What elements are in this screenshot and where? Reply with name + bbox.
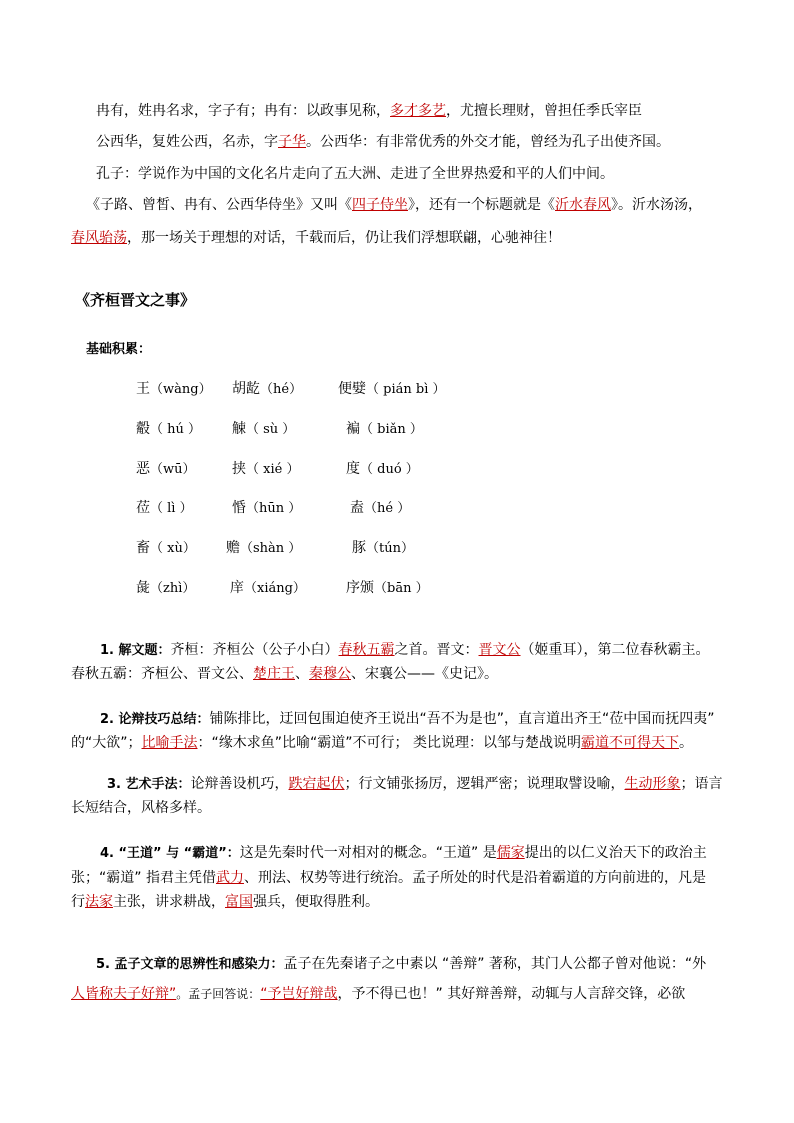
text: 。孟子回答说：	[176, 987, 261, 1001]
highlight: “予岂好辩哉	[260, 986, 338, 1002]
vocab-char: 盍	[350, 500, 364, 516]
text: ；行文铺张扬厉，逻辑严密；说理取譬设喻，	[344, 776, 625, 792]
highlight: 多才多艺	[390, 103, 446, 119]
text: 张；“霸道” 指君主凭借	[71, 870, 216, 886]
vocab-item	[232, 419, 295, 440]
text: 冉有，姓冉名求，字子有；冉有：以政事见称，	[96, 103, 390, 119]
vocab-char: 便嬖	[338, 381, 366, 397]
text: 公西华，复姓公西，名赤，字	[96, 134, 278, 150]
point-2-line-2	[71, 733, 693, 753]
vocab-item	[136, 578, 195, 599]
text: 、	[295, 666, 309, 682]
point-number: 1. 解文题：	[100, 643, 171, 658]
vocab-pinyin: （ biǎn ）	[360, 422, 423, 437]
text: 行	[71, 894, 85, 910]
highlight: 春风骀荡	[71, 230, 127, 246]
text: 《子路、曾皙、冉有、公西华侍坐》又叫《	[86, 197, 352, 213]
text: ，予不得已也！” 其好辩善辩，动辄与人言辞交锋，必欲	[337, 986, 686, 1002]
text: 之首。晋文：	[394, 642, 479, 658]
vocab-item	[232, 459, 299, 480]
vocab-item	[136, 459, 196, 480]
highlight: 生动形象	[624, 776, 681, 792]
text: 论辩善设机巧，	[190, 776, 289, 792]
text: 孔子：学说作为中国的文化名片走向了五大洲、走进了全世界热爱和平的人们中间。	[96, 166, 614, 182]
highlight: 春秋五霸	[338, 642, 395, 658]
text: 、刑法、权势等进行统治。孟子所处的时代是沿着霸道的方向前进的，凡是	[243, 870, 706, 886]
vocab-pinyin: （shàn ）	[240, 541, 302, 556]
text: 主张，讲求耕战，	[113, 894, 225, 910]
point-5-line-1	[96, 954, 706, 975]
vocab-pinyin: （ hú ）	[150, 422, 202, 437]
text: 》。沂水汤汤，	[611, 197, 702, 213]
text: ：“缘木求鱼”比喻“霸道”不可行； 类比说理：以邹与楚战说明	[197, 735, 581, 751]
intro-line-1	[96, 101, 642, 121]
highlight: 沂水春风	[555, 197, 611, 213]
basics-label: 基础积累：	[86, 342, 152, 357]
highlight: 霸道不可得天下	[580, 735, 679, 751]
vocab-char: 褊	[346, 421, 360, 437]
point-3-line-1	[107, 774, 723, 795]
section-title: 《齐桓晋文之事》	[75, 291, 196, 309]
vocab-item	[338, 379, 445, 400]
highlight: 子华	[278, 134, 306, 150]
vocab-char: 王	[136, 381, 150, 397]
vocab-char: 胡龁	[232, 381, 260, 397]
vocab-pinyin: （wū）	[150, 462, 196, 477]
point-number: 3. 艺术手法：	[107, 777, 191, 792]
vocab-item	[350, 498, 410, 519]
highlight: 晋文公	[478, 642, 521, 658]
point-3-line-2	[71, 798, 211, 818]
vocab-pinyin: （hé ）	[364, 501, 411, 516]
vocab-pinyin: （ xù）	[150, 541, 196, 556]
text: 、宋襄公——《史记》。	[351, 666, 498, 682]
vocab-item	[136, 498, 193, 519]
vocab-item	[346, 419, 423, 440]
text: 的“大欲”；	[71, 735, 142, 751]
highlight: 儒家	[496, 845, 525, 861]
point-2-line-1	[100, 709, 715, 730]
point-number: 2. 论辩技巧总结：	[100, 712, 210, 727]
text: 》，还有一个标题就是《	[408, 197, 555, 213]
vocab-char: 畜	[136, 540, 150, 556]
text: ；语言	[680, 776, 723, 792]
text: （姬重耳），第二位春秋霸主。	[520, 642, 710, 658]
highlight: 秦穆公	[309, 666, 351, 682]
text: 。	[678, 735, 693, 751]
vocab-item	[352, 538, 414, 559]
highlight: 人皆称夫子好辩”	[71, 986, 177, 1002]
vocab-pinyin: （wàng）	[150, 382, 212, 397]
vocab-pinyin: （bān ）	[374, 581, 429, 596]
vocab-item	[232, 498, 301, 519]
vocab-pinyin: （ xié ）	[246, 462, 300, 477]
vocab-char: 庠	[230, 580, 244, 596]
point-1-line-1	[100, 640, 710, 661]
vocab-item	[226, 538, 301, 559]
vocab-char: 觫	[232, 421, 246, 437]
vocab-pinyin: （xiáng）	[244, 581, 306, 596]
vocab-item	[232, 379, 302, 400]
text: 这是先秦时代一对相对的概念。“王道” 是	[239, 845, 497, 861]
text: 齐桓：齐桓公（公子小白）	[170, 642, 339, 658]
highlight: 四子侍坐	[352, 197, 408, 213]
text: ，尤擅长理财，曾担任季氏宰臣	[446, 103, 642, 119]
highlight: 跌宕起伏	[288, 776, 345, 792]
vocab-char: 彘	[136, 580, 150, 596]
vocab-pinyin: （hé）	[260, 382, 303, 397]
vocab-char: 恶	[136, 461, 150, 477]
vocab-pinyin: （zhì）	[150, 581, 196, 596]
point-5-line-2	[71, 984, 685, 1004]
vocab-char: 赡	[226, 540, 240, 556]
text: 春秋五霸：齐桓公、晋文公、	[71, 666, 253, 682]
point-1-line-2	[71, 664, 498, 684]
vocab-char: 惛	[232, 500, 246, 516]
text: ，那一场关于理想的对话，千载而后，仍让我们浮想联翩，心驰神往！	[127, 230, 561, 246]
intro-line-4	[86, 195, 702, 215]
intro-line-2	[96, 132, 670, 152]
vocab-pinyin: （ pián bì ）	[366, 382, 446, 397]
point-4-line-3	[71, 892, 379, 912]
text: 。公西华：有非常优秀的外交才能，曾经为孔子出使齐国。	[306, 134, 670, 150]
vocab-item	[230, 578, 306, 599]
vocab-item	[136, 379, 212, 400]
vocab-char: 挟	[232, 461, 246, 477]
point-4-line-1	[100, 843, 707, 864]
vocab-char: 觳	[136, 421, 150, 437]
intro-line-5	[71, 228, 561, 248]
text: 铺陈排比，迂回包围迫使齐王说出“吾不为是也”，直言道出齐王“莅中国而抚四夷”	[209, 711, 715, 727]
vocab-item	[346, 578, 429, 599]
vocab-pinyin: （ lì ）	[150, 501, 193, 516]
point-number: 5. 孟子文章的思辨性和感染力：	[96, 957, 284, 972]
vocab-pinyin: （ duó ）	[360, 462, 419, 477]
text: 孟子在先秦诸子之中素以 “善辩” 著称，其门人公都子曾对他说：“外	[283, 956, 707, 972]
text: 长短结合，风格多样。	[71, 800, 211, 816]
vocab-char: 豚	[352, 540, 366, 556]
vocab-item	[136, 538, 196, 559]
vocab-pinyin: （tún）	[366, 541, 414, 556]
vocab-char: 序颁	[346, 580, 374, 596]
vocab-char: 度	[346, 461, 360, 477]
highlight: 楚庄王	[253, 666, 295, 682]
vocab-item	[136, 419, 201, 440]
highlight: 比喻手法	[141, 735, 198, 751]
highlight: 武力	[215, 870, 244, 886]
point-4-line-2	[71, 868, 706, 888]
highlight: 富国	[225, 894, 253, 910]
vocab-pinyin: （hūn ）	[246, 501, 302, 516]
vocab-item	[346, 459, 419, 480]
point-number: 4. “王道” 与 “霸道”：	[100, 846, 240, 861]
text: 提出的以仁义治天下的政治主	[524, 845, 707, 861]
text: 强兵，便取得胜利。	[253, 894, 379, 910]
highlight: 法家	[85, 894, 113, 910]
vocab-char: 莅	[136, 500, 150, 516]
vocab-pinyin: （ sù ）	[246, 422, 296, 437]
intro-line-3	[96, 164, 614, 184]
